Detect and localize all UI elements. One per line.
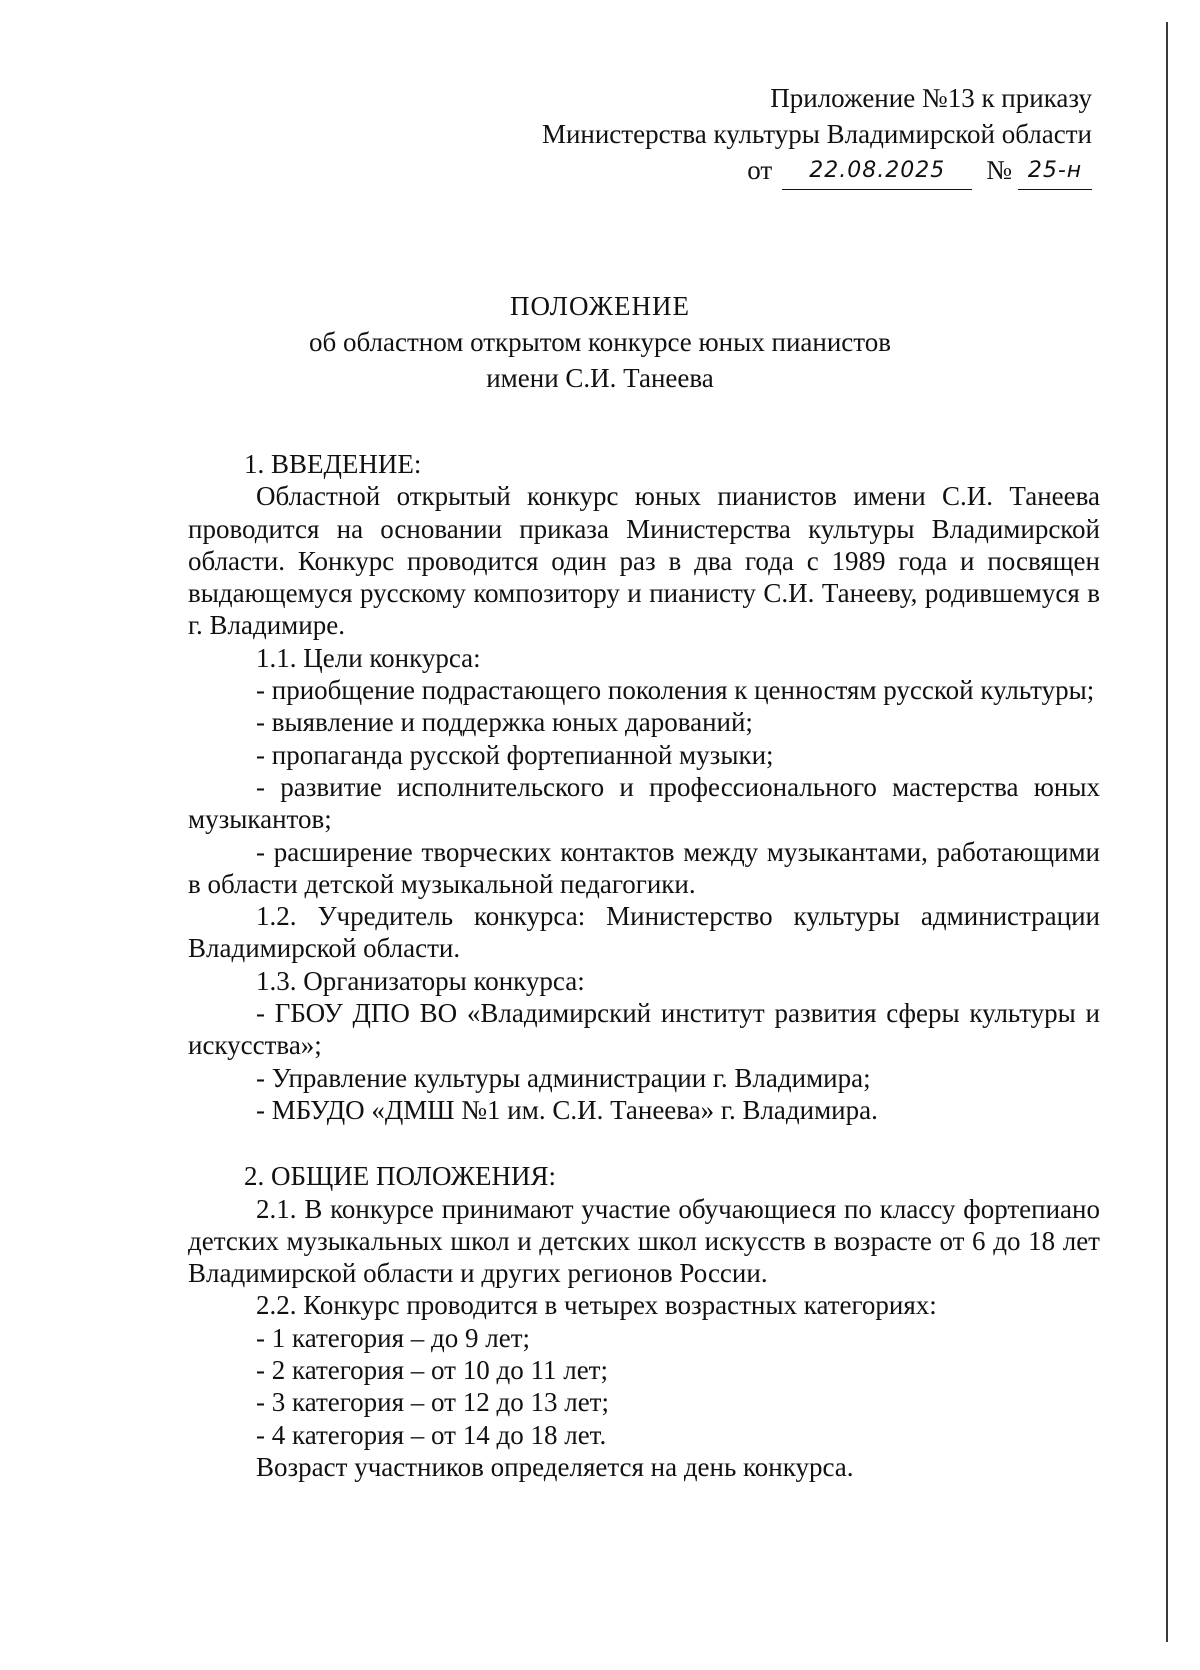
from-label: от xyxy=(747,155,773,185)
section-1-heading: 1. ВВЕДЕНИЕ: xyxy=(244,449,422,479)
founder-paragraph: 1.2. Учредитель конкурса: Министерство культуры администрации Владимирской области. xyxy=(188,901,1100,964)
participants-paragraph: 2.1. В конкурсе принимают участие обучающиеся по классу фортепиано детских музыкальных школ и детских школ искусств в возрасте от 6 до 18 лет Владимирской области и других регионов России. xyxy=(188,1193,1100,1289)
number-label: № xyxy=(986,155,1012,185)
organizer-item: - МБУДО «ДМШ №1 им. С.И. Танеева» г. Владимира. xyxy=(256,1094,878,1125)
order-date-number-row xyxy=(542,152,1092,192)
ministry-line: Министерства культуры Владимирской области xyxy=(541,119,1092,149)
page-edge-line xyxy=(1166,22,1168,1642)
age-note: Возраст участников определяется на день конкурса. xyxy=(256,1451,854,1482)
appendix-line: Приложение №13 к приказу xyxy=(770,83,1092,113)
section-1-intro: Областной открытый конкурс юных пианистов имени С.И. Танеева проводится на основании приказа Министерства культуры Владимирской области. Конкурс проводится один раз в два года с 1989 года и посвящен выдающемуся русскому композитору и пианисту С.И. Танееву, родившемуся в г. Владимире. xyxy=(188,481,1100,641)
goal-item: - выявление и поддержка юных дарований; xyxy=(256,707,753,738)
goal-item: - пропаганда русской фортепианной музыки; xyxy=(256,739,774,770)
goal-item: - развитие исполнительского и профессионального мастерства юных музыкантов; xyxy=(188,771,1100,835)
section-2-heading: 2. ОБЩИЕ ПОЛОЖЕНИЯ: xyxy=(244,1161,556,1192)
document-body xyxy=(188,448,1100,1483)
organizer-item: - ГБОУ ДПО ВО «Владимирский институт развития сферы культуры и искусства»; xyxy=(188,998,1100,1061)
goal-item: - приобщение подрастающего поколения к ценностям русской культуры; xyxy=(256,675,1095,706)
handwritten-number: 25-н xyxy=(1018,153,1092,190)
category-item: - 4 категория – от 14 до 18 лет. xyxy=(256,1419,607,1450)
document-title xyxy=(0,288,1200,396)
category-item: - 3 категория – от 12 до 13 лет; xyxy=(256,1387,609,1418)
goals-heading: 1.1. Цели конкурса: xyxy=(256,642,481,673)
order-appendix-header xyxy=(542,80,1092,192)
organizers-heading: 1.3. Организаторы конкурса: xyxy=(256,965,585,996)
title-line-1: ПОЛОЖЕНИЕ xyxy=(510,291,690,321)
category-item: - 2 категория – от 10 до 11 лет; xyxy=(256,1355,608,1386)
category-item: - 1 категория – до 9 лет; xyxy=(256,1322,531,1353)
categories-heading: 2.2. Конкурс проводится в четырех возрастных категориях: xyxy=(256,1290,937,1321)
handwritten-date: 22.08.2025 xyxy=(782,153,972,190)
title-line-2: об областном открытом конкурсе юных пианистов xyxy=(309,327,891,357)
goal-item: - расширение творческих контактов между музыкантами, работающими в области детской музыкальной педагогики. xyxy=(188,836,1100,899)
title-line-3: имени С.И. Танеева xyxy=(486,363,714,393)
organizer-item: - Управление культуры администрации г. Владимира; xyxy=(256,1062,871,1093)
